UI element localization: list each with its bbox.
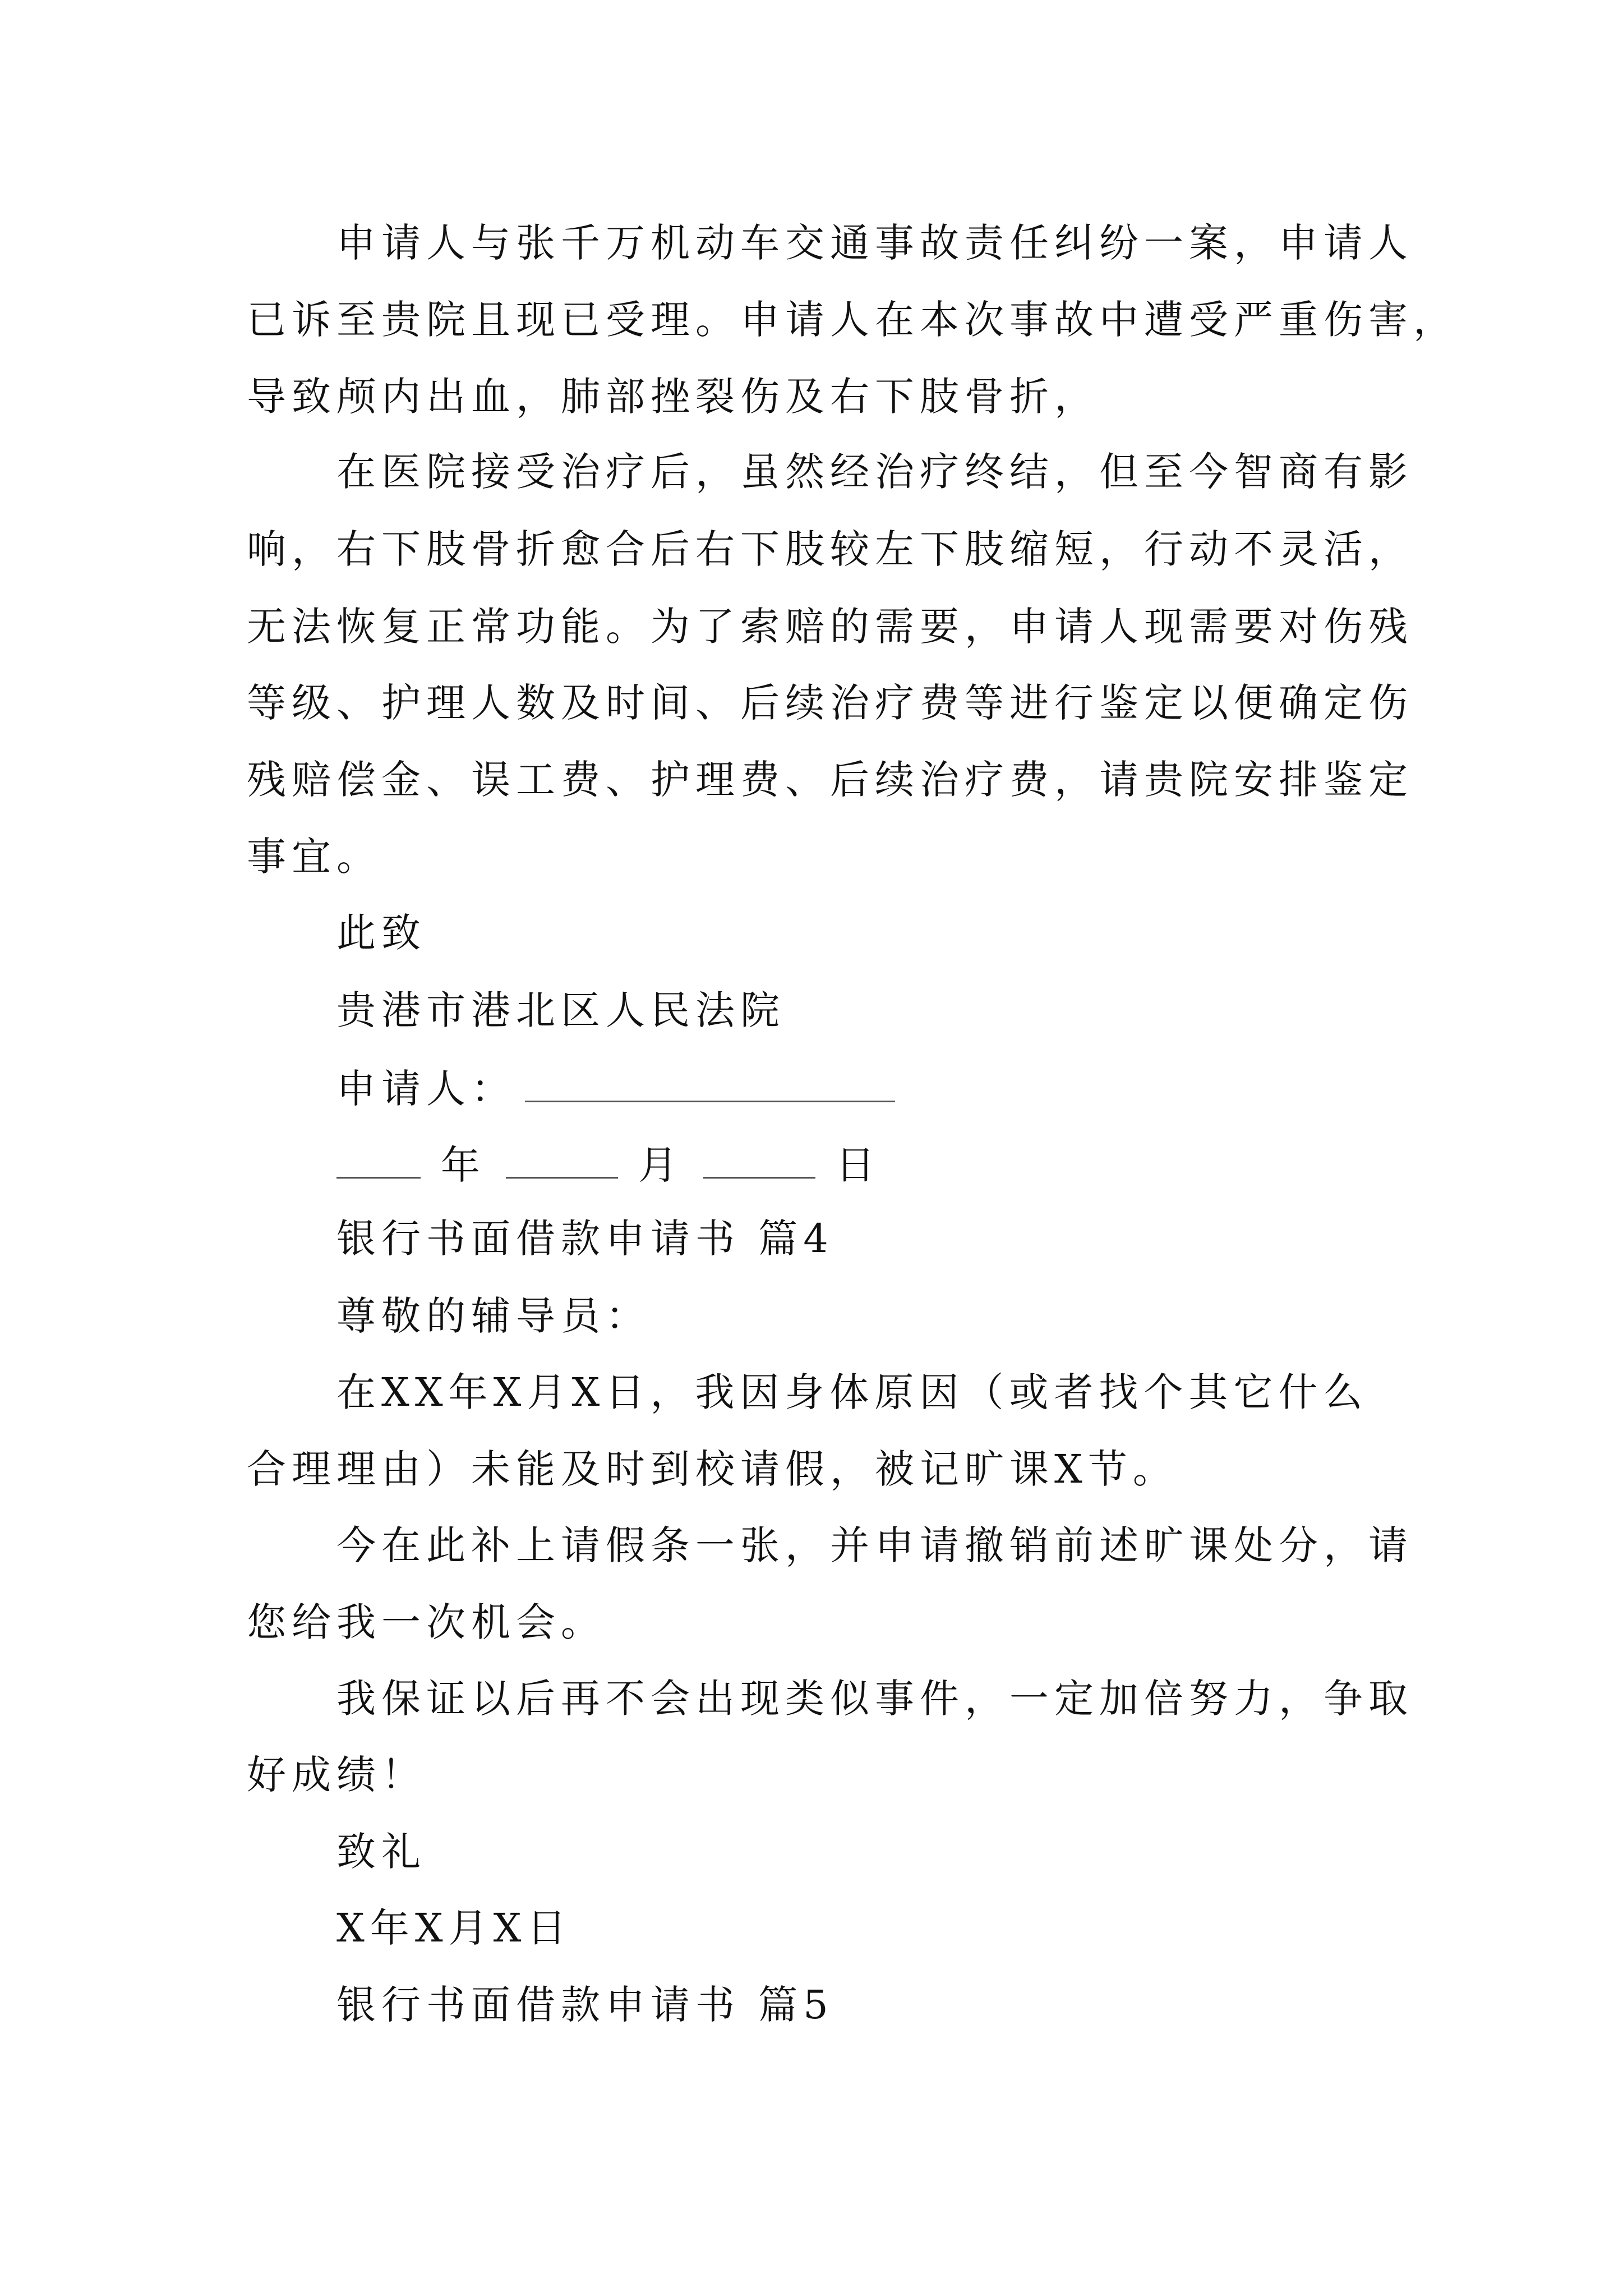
paragraph-line: 残赔偿金、误工费、护理费、后续治疗费，请贵院安排鉴定 <box>247 757 1413 803</box>
signature-blank[interactable] <box>525 1067 895 1102</box>
date-text: X年X月X日 <box>336 1905 572 1951</box>
paragraph-line: 合理理由）未能及时到校请假，被记旷课X节。 <box>247 1446 1178 1492</box>
year-label: 年 <box>441 1142 486 1188</box>
month-label: 月 <box>638 1142 683 1188</box>
paragraph-line: 我保证以后再不会出现类似事件，一定加倍努力，争取 <box>336 1676 1413 1722</box>
paragraph-line: 申请人与张千万机动车交通事故责任纠纷一案，申请人 <box>336 220 1413 266</box>
year-blank[interactable] <box>336 1143 421 1179</box>
signature-line <box>336 1066 904 1112</box>
section-heading: 银行书面借款申请书 篇4 <box>336 1216 834 1262</box>
closing-phrase: 此致 <box>336 910 426 956</box>
closing-phrase: 致礼 <box>336 1829 426 1875</box>
day-blank[interactable] <box>703 1143 815 1179</box>
month-blank[interactable] <box>506 1143 618 1179</box>
paragraph-line: 在XX年X月X日，我因身体原因（或者找个其它什么 <box>336 1369 1368 1415</box>
signature-label: 申请人： <box>336 1066 516 1112</box>
paragraph-line: 在医院接受治疗后，虽然经治疗终结，但至今智商有影 <box>336 449 1413 495</box>
paragraph-line: 等级、护理人数及时间、后续治疗费等进行鉴定以便确定伤 <box>247 680 1413 726</box>
paragraph-line: 好成绩！ <box>247 1752 426 1798</box>
date-line <box>336 1142 892 1188</box>
paragraph-line: 事宜。 <box>247 834 381 880</box>
paragraph-line: 导致颅内出血，肺部挫裂伤及右下肢骨折， <box>247 374 1099 420</box>
paragraph-line: 无法恢复正常功能。为了索赔的需要，申请人现需要对伤残 <box>247 604 1413 650</box>
salutation: 尊敬的辅导员： <box>336 1293 651 1339</box>
section-heading: 银行书面借款申请书 篇5 <box>336 1982 834 2028</box>
paragraph-line: 响，右下肢骨折愈合后右下肢较左下肢缩短，行动不灵活， <box>247 526 1413 572</box>
paragraph-line: 今在此补上请假条一张，并申请撤销前述旷课处分，请 <box>336 1522 1413 1568</box>
day-label: 日 <box>836 1142 880 1188</box>
paragraph-line: 您给我一次机会。 <box>247 1599 606 1645</box>
paragraph-line: 已诉至贵院且现已受理。申请人在本次事故中遭受严重伤害， <box>247 297 1458 343</box>
recipient: 贵港市港北区人民法院 <box>336 987 785 1033</box>
